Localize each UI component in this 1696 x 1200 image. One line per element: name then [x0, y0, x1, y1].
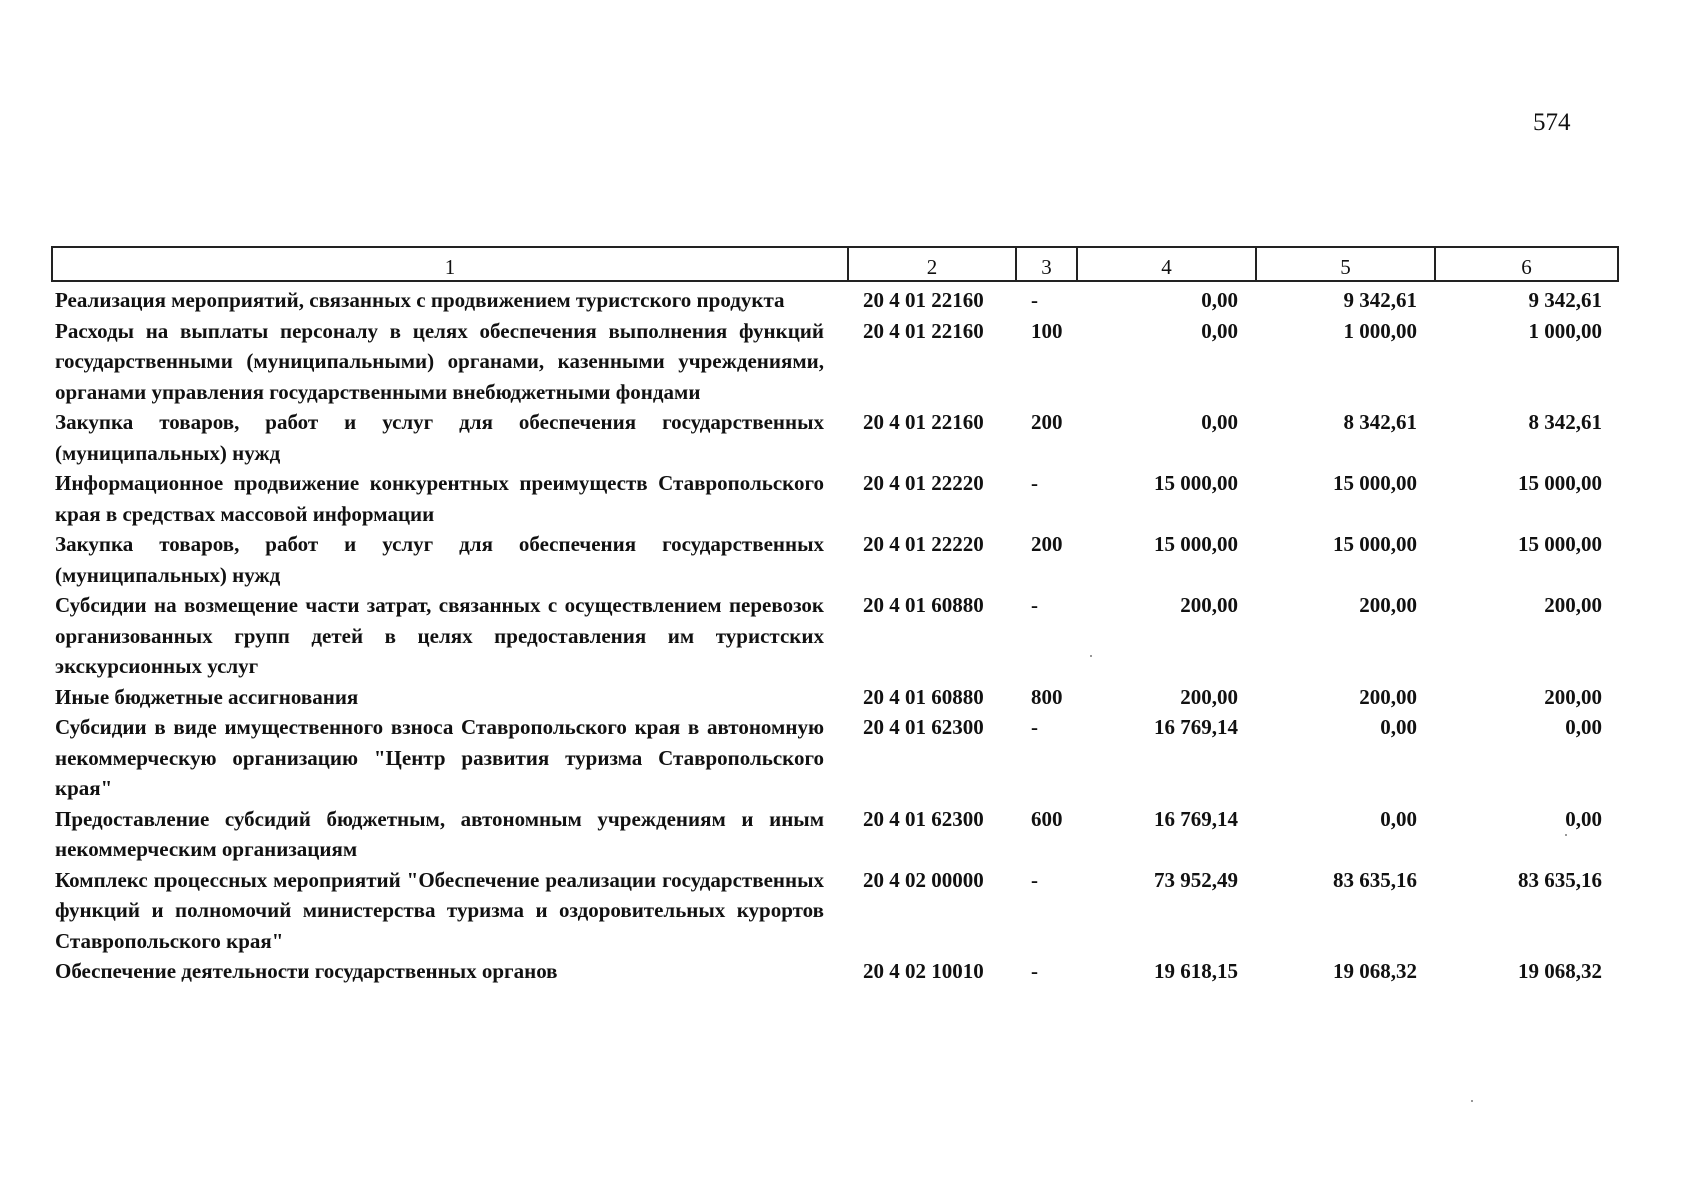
row-value-5: 19 068,32 [1333, 959, 1417, 983]
row-type: - [1031, 471, 1038, 495]
row-value-5: 83 635,16 [1333, 867, 1417, 892]
page-number: 574 [1533, 109, 1571, 136]
row-type: - [1031, 715, 1038, 739]
row-code: 20 4 02 00000 [863, 867, 984, 892]
row-value-4: 0,00 [1201, 318, 1238, 343]
row-value-6: 9 342,61 [1528, 288, 1602, 312]
row-code: 20 4 01 60880 [863, 684, 984, 709]
budget-table [51, 246, 1619, 987]
table-row [52, 865, 1618, 957]
row-code: 20 4 01 22220 [863, 471, 984, 495]
row-code: 20 4 02 10010 [863, 959, 984, 983]
row-code: 20 4 01 62300 [863, 715, 984, 739]
row-value-6: 19 068,32 [1518, 959, 1602, 983]
row-value-4: 15 000,00 [1154, 471, 1238, 495]
scan-speck [1471, 1100, 1473, 1102]
row-name: Субсидии на возмещение части затрат, связанных с осуществлением перевозок организованных групп детей в целях предоставления им туристских экскурсионных услуг [55, 593, 824, 678]
row-code: 20 4 01 22160 [863, 318, 984, 343]
row-name: Субсидии в виде имущественного взноса Ставропольского края в автономную некоммерческую организацию "Центр развития туризма Ставропольского края" [55, 715, 824, 800]
row-value-6: 8 342,61 [1528, 410, 1602, 434]
table-row [52, 281, 1618, 316]
row-value-4: 200,00 [1180, 684, 1238, 709]
row-value-5: 200,00 [1359, 684, 1417, 709]
table-row [52, 468, 1618, 529]
row-code: 20 4 01 60880 [863, 593, 984, 617]
row-value-5: 15 000,00 [1333, 532, 1417, 556]
row-value-4: 200,00 [1180, 593, 1238, 617]
row-value-6: 0,00 [1565, 806, 1602, 831]
row-value-4: 16 769,14 [1154, 806, 1238, 831]
row-value-5: 0,00 [1380, 715, 1417, 739]
row-value-6: 1 000,00 [1528, 318, 1602, 343]
row-value-5: 200,00 [1359, 593, 1417, 617]
row-code: 20 4 01 22220 [863, 532, 984, 556]
row-value-6: 15 000,00 [1518, 532, 1602, 556]
row-value-5: 8 342,61 [1343, 410, 1417, 434]
row-name: Информационное продвижение конкурентных преимуществ Ставропольского края в средствах массовой информации [55, 471, 824, 526]
row-name: Закупка товаров, работ и услуг для обеспечения государственных (муниципальных) нужд [55, 532, 824, 587]
row-type: 200 [1031, 410, 1063, 434]
table-row [52, 682, 1618, 713]
row-name: Иные бюджетные ассигнования [55, 684, 359, 709]
scan-speck [1090, 655, 1092, 657]
row-value-4: 15 000,00 [1154, 532, 1238, 556]
row-name: Обеспечение деятельности государственных органов [55, 959, 558, 983]
row-value-6: 83 635,16 [1518, 867, 1602, 892]
row-value-4: 73 952,49 [1154, 867, 1238, 892]
row-value-4: 19 618,15 [1154, 959, 1238, 983]
row-value-6: 200,00 [1544, 593, 1602, 617]
row-code: 20 4 01 22160 [863, 410, 984, 434]
table-header-row [52, 247, 1618, 281]
row-name: Реализация мероприятий, связанных с продвижением туристского продукта [55, 288, 785, 312]
scan-speck [1565, 834, 1567, 836]
row-name: Комплекс процессных мероприятий "Обеспечение реализации государственных функций и полномочий министерства туризма и оздоровительных курортов Ставропольского края" [55, 867, 824, 953]
column-header-1: 1 [52, 247, 848, 281]
column-header-6: 6 [1435, 247, 1618, 281]
row-type: - [1031, 959, 1038, 983]
column-header-2: 2 [848, 247, 1016, 281]
row-value-5: 1 000,00 [1343, 318, 1417, 343]
row-value-4: 0,00 [1201, 410, 1238, 434]
table-row [52, 590, 1618, 682]
row-type: 100 [1031, 318, 1063, 343]
row-value-5: 9 342,61 [1343, 288, 1417, 312]
row-value-6: 200,00 [1544, 684, 1602, 709]
table-row [52, 407, 1618, 468]
row-type: 200 [1031, 532, 1063, 556]
row-type: - [1031, 288, 1038, 312]
column-header-5: 5 [1256, 247, 1435, 281]
row-type: - [1031, 593, 1038, 617]
row-value-5: 0,00 [1380, 806, 1417, 831]
row-name: Расходы на выплаты персоналу в целях обеспечения выполнения функций государственными (муниципальными) органами, казенными учреждениями, органами управления государственными внебюджетными фондами [55, 318, 824, 404]
row-value-4: 0,00 [1201, 288, 1238, 312]
table-row [52, 956, 1618, 987]
table-row [52, 316, 1618, 408]
row-code: 20 4 01 22160 [863, 288, 984, 312]
row-name: Закупка товаров, работ и услуг для обеспечения государственных (муниципальных) нужд [55, 410, 824, 465]
column-header-4: 4 [1077, 247, 1256, 281]
row-name: Предоставление субсидий бюджетным, автономным учреждениям и иным некоммерческим организациям [55, 806, 824, 861]
row-code: 20 4 01 62300 [863, 806, 984, 831]
table-row [52, 712, 1618, 804]
row-value-6: 0,00 [1565, 715, 1602, 739]
row-type: - [1031, 867, 1038, 892]
table-row [52, 529, 1618, 590]
column-header-3: 3 [1016, 247, 1077, 281]
row-type: 600 [1031, 806, 1063, 831]
table-row [52, 804, 1618, 865]
row-value-4: 16 769,14 [1154, 715, 1238, 739]
row-value-6: 15 000,00 [1518, 471, 1602, 495]
row-type: 800 [1031, 684, 1063, 709]
row-value-5: 15 000,00 [1333, 471, 1417, 495]
